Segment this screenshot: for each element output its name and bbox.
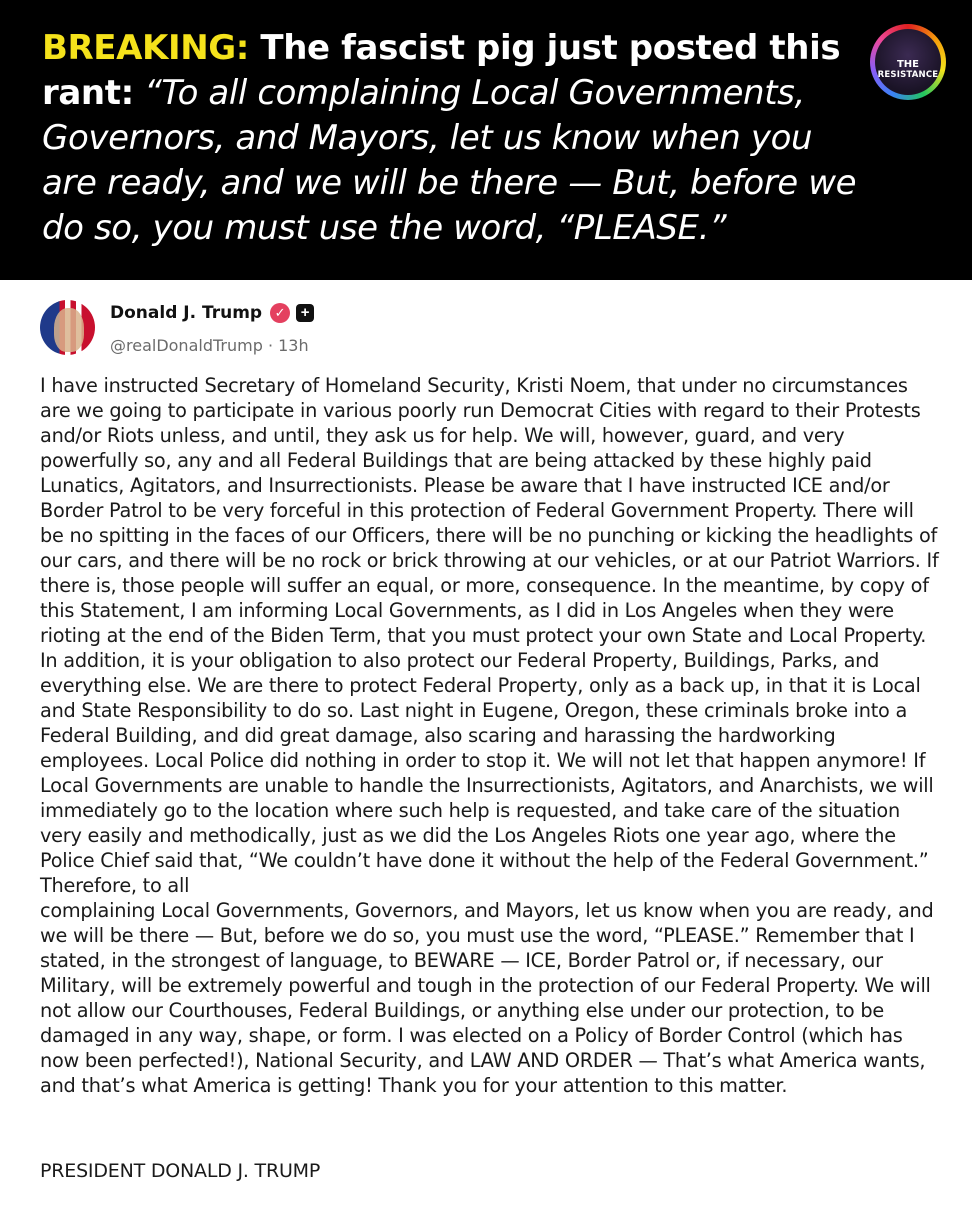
resistance-logo [870, 24, 946, 100]
banner-headline [42, 26, 872, 251]
resistance-logo-badge [875, 29, 941, 95]
post-timestamp[interactable]: 13h [278, 336, 309, 355]
post-signature: PRESIDENT DONALD J. TRUMP [40, 1160, 321, 1182]
logo-line-2: RESISTANCE [877, 69, 939, 80]
meta-separator: · [262, 336, 279, 355]
author-name[interactable]: Donald J. Trump [110, 303, 263, 323]
handle-row [110, 336, 309, 355]
plus-icon[interactable]: + [296, 304, 314, 322]
breaking-banner [0, 0, 972, 280]
banner-quote: “To all complaining Local Governments, Governors, and Mayors, let us know when you are ready, and we will be there — But, before we do so, you must use the word, “PLEASE.” [42, 73, 857, 248]
post-body: I have instructed Secretary of Homeland Security, Kristi Noem, that under no circumstances are we going to participate in various poorly run Democrat Cities with regard to their Protests and/or Riots unless, and until, they ask us for help. We will, however, guard, and very powerfully so, any and all Federal Buildings that are being attacked by these highly paid Lunatics, Agitators, and Insurrectionists. Please be aware that I have instructed ICE and/or Border Patrol to be very forceful in this protection of Federal Government Property. There will be no spitting in the faces of our Officers, there will be no punching or kicking the headlights of our cars, and there will be no rock or brick throwing at our vehicles, or at our Patriot Warriors. If there is, those people will suffer an equal, or more, consequence. In the meantime, by copy of this Statement, I am informing Local Governments, as I did in Los Angeles when they were rioting at the end of the Biden Term, that you must protect your own State and Local Property. In addition, it is your obligation to also protect our Federal Property, Buildings, Parks, and everything else. We are there to protect Federal Property, only as a back up, in that it is Local and State Responsibility to do so. Last night in Eugene, Oregon, these criminals broke into a Federal Building, and did great damage, also scaring and harassing the hardworking employees. Local Police did nothing in order to stop it. We will not let that happen anymore! If Local Governments are unable to handle the Insurrectionists, Agitators, and Anarchists, we will immediately go to the location where such help is requested, and take care of the situation very easily and methodically, just as we did the Los Angeles Riots one year ago, where the Police Chief said that, “We couldn’t have done it without the help of the Federal Government.” Therefore, to all complaining Local Governments, Governors, and Mayors, let us know when you are ready, and we will be there — But, before we do so, you must use the word, “PLEASE.” Remember that I stated, in the strongest of language, to BEWARE — ICE, Border Patrol or, if necessary, our Military, will be extremely powerful and tough in the protection of our Federal Property. We will not allow our Courthouses, Federal Buildings, or anything else under our protection, to be damaged in any way, shape, or form. I was elected on a Policy of Border Control (which has now been perfected!), National Security, and LAW AND ORDER — That’s what America wants, and that’s what America is getting! Thank you for your attention to this matter. [40, 374, 939, 1097]
avatar-face-icon [54, 308, 84, 352]
logo-line-1: THE [896, 58, 920, 70]
post-card [0, 280, 972, 1210]
author-row [110, 303, 314, 323]
avatar[interactable] [40, 300, 95, 355]
breaking-label: BREAKING: [42, 28, 249, 68]
author-handle[interactable]: @realDonaldTrump [110, 336, 263, 355]
verified-badge-icon: ✓ [270, 303, 290, 323]
banner-lead: The fascist pig just posted this rant: [42, 28, 841, 113]
